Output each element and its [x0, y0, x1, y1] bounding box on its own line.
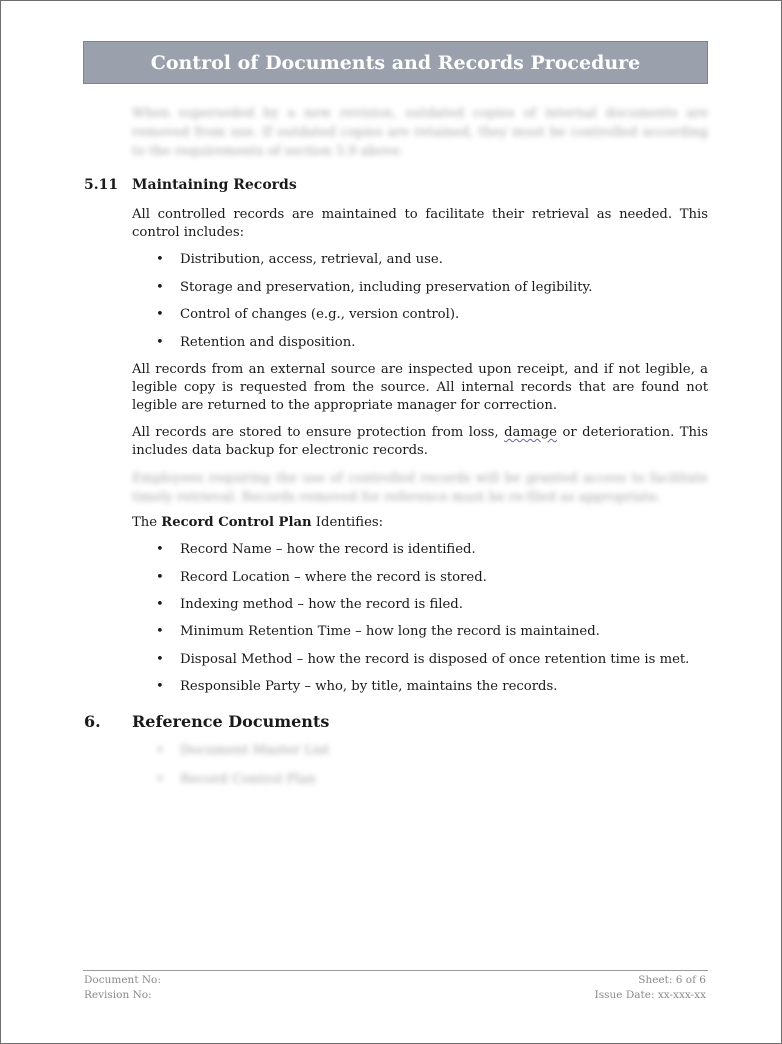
bullet-icon: • [156, 597, 164, 612]
blurred-intro-paragraph: When superseded by a new revision, outdated copies of internal documents are removed from use. If outdated copies are retained, they must be controlled according to the requirements of section 5.9 above. [132, 106, 708, 159]
footer-divider [83, 970, 708, 971]
blurred-paragraph: Employees requiring the use of controlled records will be granted access to facilitate timely retrieval. Records removed for reference must be re-filed as appropriate. [132, 471, 708, 505]
issue-date: Issue Date: xx-xxx-xx [594, 989, 706, 1001]
bullet-icon: • [156, 743, 164, 758]
record-control-plan-intro: The Record Control Plan Identifies: [132, 515, 384, 530]
bullet-icon: • [156, 335, 164, 350]
bullet-icon: • [156, 252, 164, 267]
bullet-icon: • [156, 624, 164, 639]
bullet-icon: • [156, 652, 164, 667]
section-number: 5.11 [84, 177, 119, 193]
spellcheck-word: damage [504, 425, 557, 440]
footer-right [595, 973, 706, 1003]
document-page: Control of Documents and Records Procedure When superseded by a new revision, outdated copies of internal documents are removed from use. If outdated copies are retained, they must be controlled according to the requirements of section 5.9 above. 5.11 Maintaining Records All controlled records are maintained to facilitate their retrieval as needed. This control includes: • Distribution, access, retrieval, and use. • Storage and preservation, including preservation of legibility. • Control of changes (e.g., version control). • Retention and disposition. All records from an external source are inspected upon receipt, and if not legible, a legible copy is requested from the source. All internal records that are found not legible are returned to the appropriate manager for correction. All records are stored to ensure protection from loss, damage or deterioration. This includes data backup for electronic records. Employees requiring the use of controlled records will be granted access to facilitate timely retrieval. Records removed for reference must be re-filed as appropriate. The Record Control Plan Identifies: • Record Name – how the record is identified. • Record Location – where the record is stored. • Indexing method – how the record is filed. • Minimum Retention Time – how long the record is maintained. • Disposal Method – how the record is disposed of once retention time is met. • Responsible Party – who, by title, maintains the records. 6. Reference Documents • Document Master List • Record Control Plan Document No: Revision No: Sheet: 6 of 6 Issue Date: xx-xxx-xx [0, 0, 782, 1044]
section-title: Maintaining Records [132, 177, 297, 193]
bullet-icon: • [156, 679, 164, 694]
sheet-number: Sheet: 6 of 6 [638, 974, 706, 986]
document-number-label: Document No: [84, 974, 161, 986]
bullet-icon: • [156, 542, 164, 557]
heading-title: Reference Documents [132, 712, 330, 731]
bullet-icon: • [156, 570, 164, 585]
page-title-text: Control of Documents and Records Procedure [150, 51, 641, 74]
bullet-icon: • [156, 772, 164, 787]
revision-number-label: Revision No: [84, 989, 152, 1001]
storage-paragraph: All records are stored to ensure protection from loss, damage or deterioration. This includes data backup for electronic records. [132, 425, 708, 458]
heading-number: 6. [84, 712, 101, 731]
external-records-paragraph: All records from an external source are inspected upon receipt, and if not legible, a legible copy is requested from the source. All internal records that are found not legible are returned to the appropriate manager for correction. [132, 362, 708, 413]
bullet-icon: • [156, 307, 164, 322]
bullet-icon: • [156, 280, 164, 295]
footer-left [84, 973, 161, 1003]
section-intro-paragraph: All controlled records are maintained to facilitate their retrieval as needed. This control includes: [132, 207, 708, 240]
page-title [83, 41, 708, 84]
